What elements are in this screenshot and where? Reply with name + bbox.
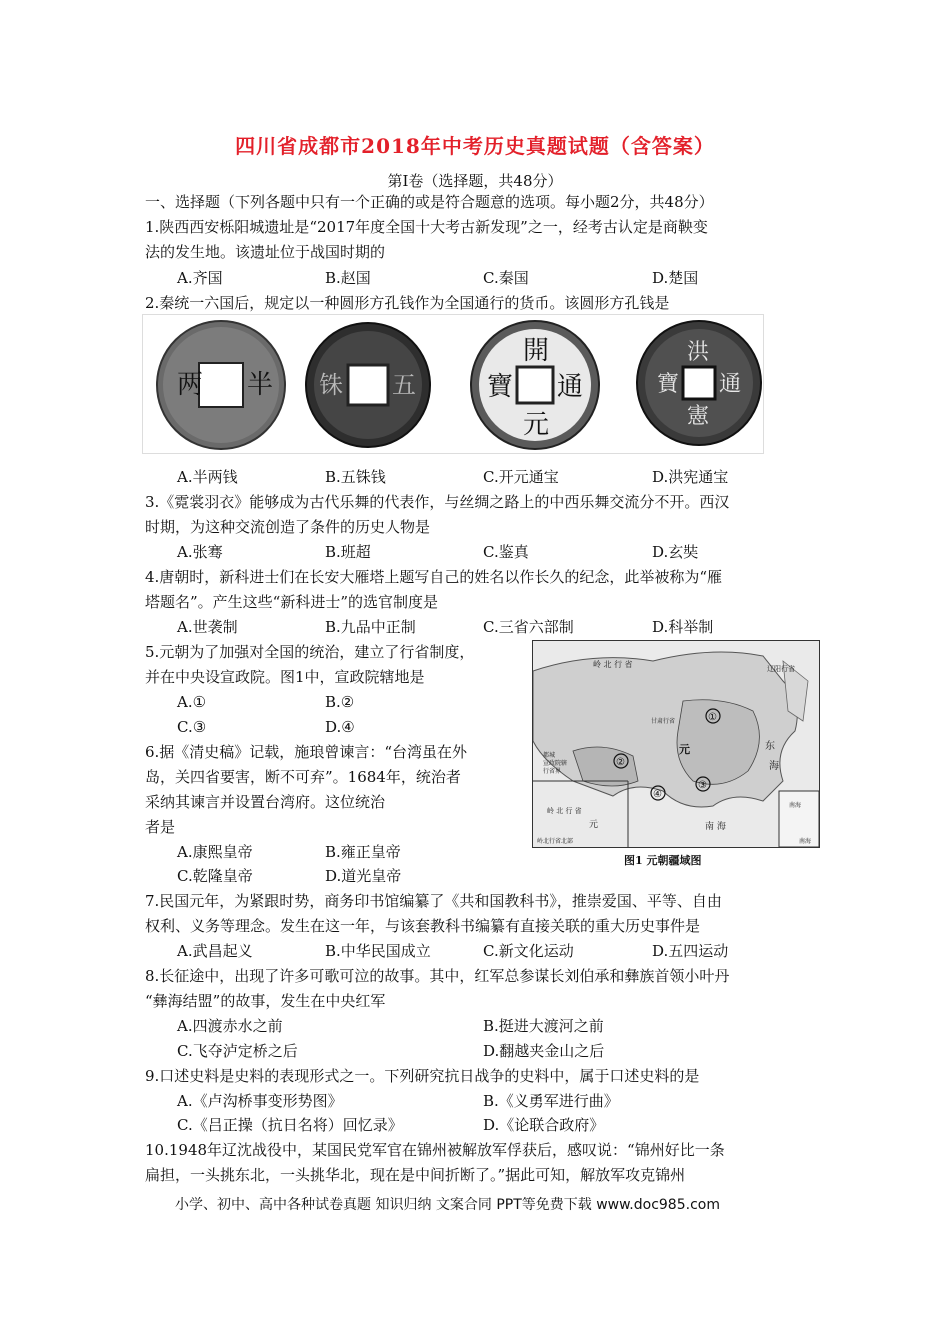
q9-option-b: B.《义勇军进行曲》: [483, 1092, 619, 1110]
q5-option-d: D.④: [325, 718, 355, 736]
coin2-glyph-left: 铢: [319, 371, 343, 399]
page-footer: 小学、初中、高中各种试卷真题 知识归纳 文案合同 PPT等免费下载 www.doc985.com: [175, 1197, 720, 1213]
map-caption: 图1 元朝疆域图: [624, 854, 702, 867]
coin3-glyph-bottom: 元: [523, 410, 550, 440]
q3-option-d: D.玄奘: [652, 543, 699, 561]
coin-kaiyuan: [471, 321, 599, 449]
q7-line1: 7.民国元年，为紧跟时势，商务印书馆编纂了《共和国教科书》，推崇爱国、平等、自由: [145, 892, 722, 910]
q10-line2: 扁担，一头挑东北，一头挑华北，现在是中间折断了。”据此可知，解放军攻克锦州: [145, 1166, 686, 1184]
q7-option-c: C.新文化运动: [483, 942, 574, 960]
q9-option-a: A.《卢沟桥事变形势图》: [177, 1092, 343, 1110]
coin-wuzhu: [306, 323, 430, 447]
q4-option-b: B.九品中正制: [325, 618, 416, 636]
q4-line2: 塔题名”。产生这些“新科进士”的选官制度是: [145, 593, 439, 611]
coin-hongxian: [637, 321, 761, 445]
map-legend-xuanzheng: 宣政院辖: [543, 760, 568, 767]
q9-option-c: C.《吕正操（抗日名将）回忆录》: [177, 1116, 403, 1134]
q7-line2: 权利、义务等理念。发生在这一年，与该套教科书编纂有直接关联的重大历史事件是: [145, 917, 701, 935]
q6-line1: 6.据《清史稿》记载，施琅曾谏言：“台湾虽在外: [145, 743, 467, 761]
map-label-liaoyang: 辽阳行省: [767, 665, 795, 673]
q2-option-b: B.五铢钱: [325, 468, 386, 486]
map-nanhai-box-label: 南海: [789, 802, 802, 809]
map-legend-capital: 都城: [543, 752, 556, 759]
q5-line1: 5.元朝为了加强对全国的统治，建立了行省制度，: [145, 643, 475, 661]
coin4-glyph-top: 洪: [687, 340, 710, 365]
coin3-glyph-right: 通: [557, 372, 584, 402]
q6-line4: 者是: [145, 818, 176, 836]
q6-option-b: B.雍正皇帝: [325, 843, 401, 861]
q8-option-a: A.四渡赤水之前: [177, 1017, 283, 1035]
q5-option-a: A.①: [177, 693, 207, 711]
q9-option-d: D.《论联合政府》: [483, 1116, 605, 1134]
coin4-glyph-bottom: 憲: [687, 404, 710, 429]
map-marker-1: ①: [708, 712, 717, 723]
q8-line2: “彝海结盟”的故事，发生在中央红军: [145, 992, 386, 1010]
q5-option-c: C.③: [177, 718, 207, 736]
q8-option-c: C.飞夺泸定桥之后: [177, 1042, 298, 1060]
map-inset-caption: 岭北行省北部: [537, 838, 574, 845]
q4-option-a: A.世袭制: [177, 618, 238, 636]
instructions: 一、选择题（下列各题中只有一个正确的或是符合题意的选项。每小题2分，共48分）: [145, 193, 714, 211]
coin2-glyph-right: 五: [392, 371, 416, 399]
coin-illustration: [143, 315, 763, 453]
q3-line1: 3.《霓裳羽衣》能够成为古代乐舞的代表作，与丝绸之路上的中西乐舞交流分不开。西汉: [145, 493, 730, 511]
yuan-dynasty-map: [532, 640, 820, 848]
map-label-gansu: 甘肃行省: [651, 718, 676, 725]
coin4-glyph-right: 通: [719, 372, 742, 397]
q7-option-d: D.五四运动: [652, 942, 729, 960]
q6-option-a: A.康熙皇帝: [177, 843, 253, 861]
q2-option-c: C.开元通宝: [483, 468, 559, 486]
coin1-glyph-right: 半: [247, 370, 274, 400]
coin3-glyph-top: 開: [523, 336, 550, 366]
q2-line1: 2.秦统一六国后，规定以一种圆形方孔钱作为全国通行的货币。该圆形方孔钱是: [145, 294, 670, 312]
q3-option-b: B.班超: [325, 543, 371, 561]
q4-option-d: D.科举制: [652, 618, 714, 636]
q6-option-c: C.乾隆皇帝: [177, 867, 253, 885]
map-marker-2: ②: [616, 757, 625, 768]
coin-banliang: [157, 321, 285, 449]
coin4-glyph-left: 寶: [657, 372, 680, 397]
q1-option-a: A.齐国: [177, 269, 223, 287]
map-inset-yuan: 元: [589, 820, 599, 830]
q1-option-c: C.秦国: [483, 269, 529, 287]
q4-line1: 4.唐朝时，新科进士们在长安大雁塔上题写自己的姓名以作长久的纪念，此举被称为“雁: [145, 568, 722, 586]
q7-option-a: A.武昌起义: [177, 942, 253, 960]
q3-option-a: A.张骞: [177, 543, 223, 561]
map-label-sea: 海: [769, 761, 779, 772]
q10-line1: 10.1948年辽沈战役中，某国民党军官在锦州被解放军俘获后，感叹说：“锦州好比一条: [145, 1141, 725, 1159]
q6-line2: 岛，关四省要害，断不可弃”。1684年，统治者: [145, 768, 461, 786]
q3-option-c: C.鉴真: [483, 543, 529, 561]
map-marker-3: ③: [698, 780, 707, 791]
q8-option-d: D.翻越夹金山之后: [483, 1042, 605, 1060]
map-label-east-sea: 东: [765, 741, 775, 752]
coin-images: [142, 314, 764, 454]
q5-option-b: B.②: [325, 693, 355, 711]
map-label-south-sea: 南 海: [705, 822, 726, 832]
q1-option-b: B.赵国: [325, 269, 371, 287]
coin1-glyph-left: 两: [177, 370, 204, 400]
map-inset-north: 岭 北 行 省: [547, 807, 582, 815]
coin3-glyph-left: 寶: [487, 372, 514, 402]
map-nanhai-corner-label: 南海: [799, 838, 812, 845]
q4-option-c: C.三省六部制: [483, 618, 574, 636]
q1-option-d: D.楚国: [652, 269, 699, 287]
map-legend-boundary: 行省界: [543, 768, 562, 775]
q7-option-b: B.中华民国成立: [325, 942, 431, 960]
q2-option-a: A.半两钱: [177, 468, 238, 486]
q8-line1: 8.长征途中，出现了许多可歌可泣的故事。其中，红军总参谋长刘伯承和彝族首领小叶丹: [145, 967, 730, 985]
q6-option-d: D.道光皇帝: [325, 867, 402, 885]
q3-line2: 时期，为这种交流创造了条件的历史人物是: [145, 518, 431, 536]
map-label-north: 岭 北 行 省: [593, 660, 633, 669]
q2-option-d: D.洪宪通宝: [652, 468, 729, 486]
q8-option-b: B.挺进大渡河之前: [483, 1017, 604, 1035]
map-label-yuan: 元: [679, 743, 690, 756]
q6-line3: 采纳其谏言并设置台湾府。这位统治: [145, 793, 386, 811]
map-marker-4: ④: [653, 789, 662, 800]
q1-line2: 法的发生地。该遗址位于战国时期的: [145, 243, 386, 261]
map-svg: [533, 641, 819, 847]
q1-line1: 1.陕西西安栎阳城遗址是“2017年度全国十大考古新发现”之一，经考古认定是商鞅变: [145, 218, 708, 236]
q5-line2: 并在中央设宣政院。图1中，宣政院辖地是: [145, 668, 425, 686]
page-title: 四川省成都市2018年中考历史真题试题（含答案）: [235, 134, 715, 158]
q9-line1: 9.口述史料是史料的表现形式之一。下列研究抗日战争的史料中，属于口述史料的是: [145, 1067, 700, 1085]
section-heading: 第Ⅰ卷（选择题，共48分）: [387, 172, 563, 190]
